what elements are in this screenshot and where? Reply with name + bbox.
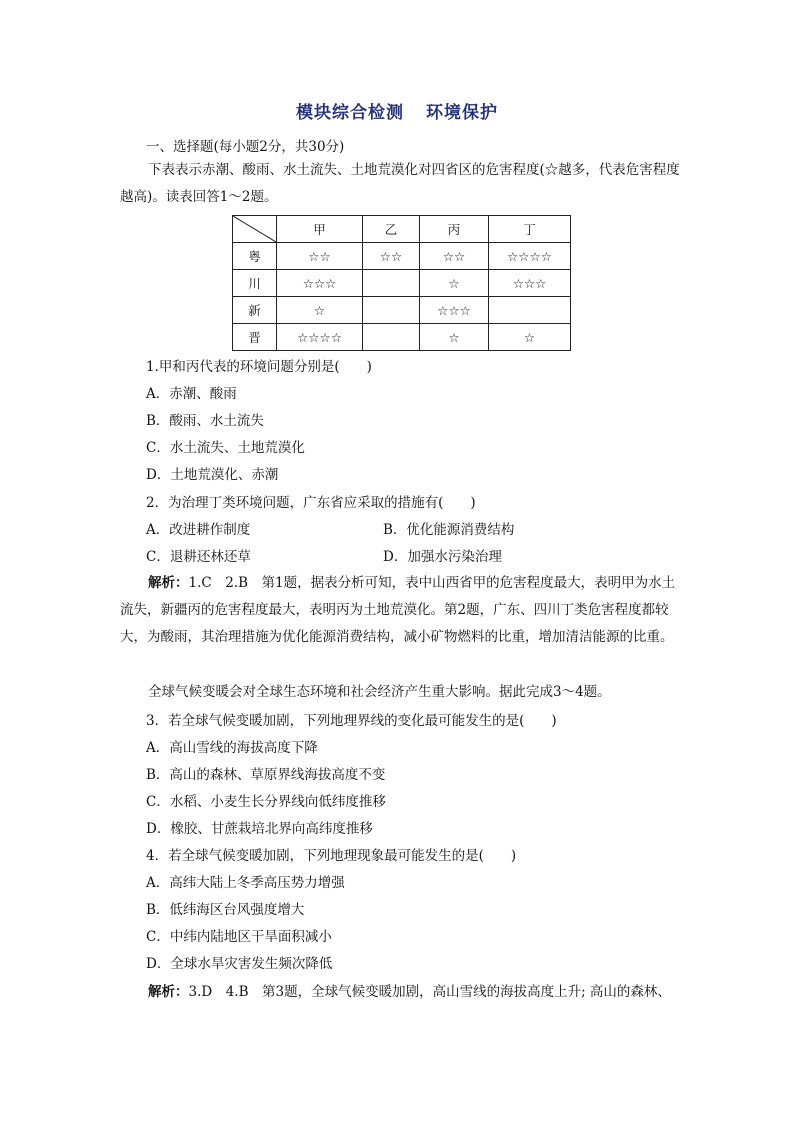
analysis-label: 解析： [148, 984, 189, 1000]
table-corner-cell [233, 216, 277, 243]
row-label: 粤 [233, 243, 277, 270]
q4-option-b: B．低纬海区台风强度增大 [146, 902, 305, 918]
table-row [233, 324, 571, 351]
table-cell: ☆ [277, 297, 363, 324]
question-2-stem: 2．为治理丁类环境问题，广东省应采取的措施有( ) [146, 495, 476, 511]
table-cell [363, 270, 420, 297]
table-cell [363, 297, 420, 324]
table-cell: ☆☆ [420, 243, 489, 270]
table-cell: ☆ [489, 324, 571, 351]
table-cell: ☆ [420, 270, 489, 297]
q2-option-b: B．优化能源消费结构 [383, 522, 515, 538]
q1-option-a: A．赤潮、酸雨 [146, 386, 237, 402]
analysis-text: 1.C 2.B 第1题，据表分析可知，表中山西省甲的危害程度最大，表明甲为水土流失，新疆丙的危害程度最大，表明丙为土地荒漠化。第2题，广东、四川丁类危害程度都较大，为酸雨，其治理措施为优化能源消费结构，减小矿物燃料的比重，增加清洁能源的比重。 [120, 575, 676, 645]
q1-option-d: D．土地荒漠化、赤潮 [146, 467, 279, 483]
q2-option-c: C．退耕还林还草 [146, 549, 251, 565]
q3-option-d: D．橡胶、甘蔗栽培北界向高纬度推移 [146, 821, 373, 837]
q2-option-d: D．加强水污染治理 [383, 549, 502, 565]
section-heading: 一、选择题(每小题2分，共30分) [146, 139, 345, 155]
row-label: 新 [233, 297, 277, 324]
analysis-2 [120, 979, 680, 1006]
q3-option-b: B．高山的森林、草原界线海拔高度不变 [146, 767, 386, 783]
table-cell: ☆☆ [277, 243, 363, 270]
table-row [233, 270, 571, 297]
title-sub: 环境保护 [426, 103, 498, 123]
col-header: 乙 [363, 216, 420, 243]
table-cell: ☆ [420, 324, 489, 351]
table-header-row [233, 216, 571, 243]
q4-option-a: A．高纬大陆上冬季高压势力增强 [146, 875, 345, 891]
hazard-table [232, 215, 571, 351]
q2-option-a: A．改进耕作制度 [146, 522, 251, 538]
title-main: 模块综合检测 [296, 103, 404, 123]
q3-option-a: A．高山雪线的海拔高度下降 [146, 740, 318, 756]
table-cell: ☆☆ [363, 243, 420, 270]
table-cell: ☆☆☆☆ [489, 243, 571, 270]
col-header: 甲 [277, 216, 363, 243]
col-header: 丙 [420, 216, 489, 243]
diagonal-line [233, 216, 276, 242]
table-row [233, 297, 571, 324]
table-cell [363, 324, 420, 351]
page-title [0, 98, 794, 123]
q3-option-c: C．水稻、小麦生长分界线向低纬度推移 [146, 794, 386, 810]
table-cell: ☆☆☆☆ [277, 324, 363, 351]
row-label: 川 [233, 270, 277, 297]
question-3-stem: 3．若全球气候变暖加剧，下列地理界线的变化最可能发生的是( ) [146, 713, 557, 729]
intro-paragraph: 下表表示赤潮、酸雨、水土流失、土地荒漠化对四省区的危害程度(☆越多，代表危害程度越高)。读表回答1～2题。 [120, 162, 680, 205]
q4-option-d: D．全球水旱灾害发生频次降低 [146, 956, 333, 972]
question-4-stem: 4．若全球气候变暖加剧，下列地理现象最可能发生的是( ) [146, 848, 517, 864]
analysis-text: 3.D 4.B 第3题，全球气候变暖加剧，高山雪线的海拔高度上升; 高山的森林、 [188, 984, 671, 1000]
table-cell: ☆☆☆ [277, 270, 363, 297]
row-label: 晋 [233, 324, 277, 351]
table-cell: ☆☆☆ [489, 270, 571, 297]
analysis-label: 解析： [148, 575, 189, 591]
q1-option-c: C．水土流失、土地荒漠化 [146, 440, 305, 456]
table-cell: ☆☆☆ [420, 297, 489, 324]
analysis-1 [120, 570, 680, 651]
col-header: 丁 [489, 216, 571, 243]
question-1-stem: 1.甲和丙代表的环境问题分别是( ) [146, 359, 372, 375]
table-row [233, 243, 571, 270]
q1-option-b: B．酸雨、水土流失 [146, 413, 264, 429]
intro-paragraph-2: 全球气候变暖会对全球生态环境和社会经济产生重大影响。据此完成3～4题。 [148, 684, 611, 700]
q4-option-c: C．中纬内陆地区干旱面积减小 [146, 929, 332, 945]
table-cell [489, 297, 571, 324]
